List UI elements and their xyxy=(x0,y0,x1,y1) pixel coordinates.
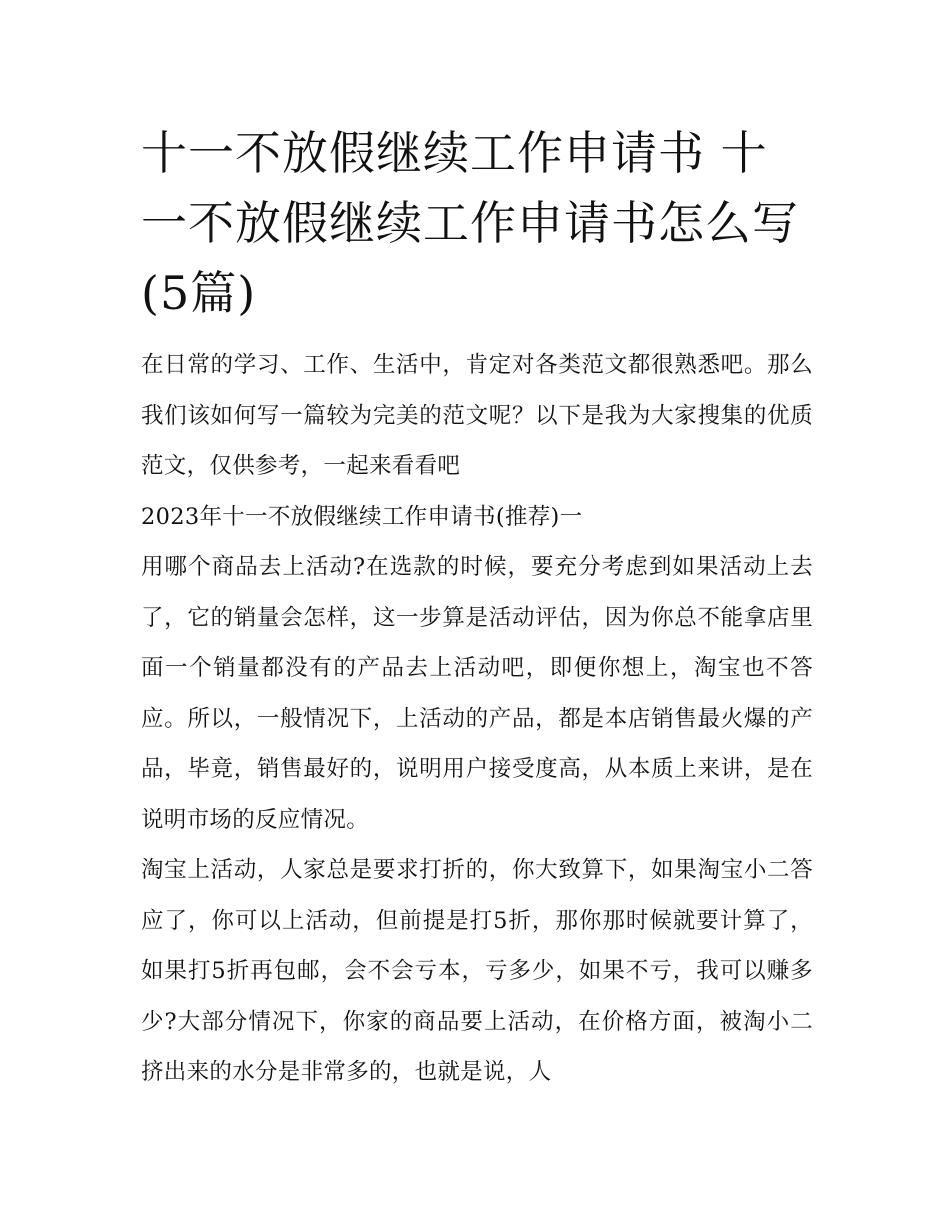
document-title: 十一不放假继续工作申请书 十一不放假继续工作申请书怎么写(5篇) xyxy=(141,126,799,320)
document-content xyxy=(141,118,813,1098)
intro-paragraph: 在日常的学习、工作、生活中，肯定对各类范文都很熟悉吧。那么我们该如何写一篇较为完美的范文呢？以下是我为大家搜集的优质范文，仅供参考，一起来看看吧 xyxy=(141,352,813,479)
document-body xyxy=(141,340,813,1098)
body-paragraph: 用哪个商品去上活动?在选款的时候，要充分考虑到如果活动上去了，它的销量会怎样，这一步算是活动评估，因为你总不能拿店里面一个销量都没有的产品去上活动吧，即便你想上，淘宝也不答应。所以，一般情况下，上活动的产品，都是本店销售最火爆的产品，毕竟，销售最好的，说明用户接受度高，从本质上来讲，是在说明市场的反应情况。 xyxy=(141,554,813,833)
section-heading: 2023年十一不放假继续工作申请书(推荐)一 xyxy=(141,503,583,530)
body-paragraph: 淘宝上活动，人家总是要求打折的，你大致算下，如果淘宝小二答应了，你可以上活动，但前提是打5折，那你那时候就要计算了，如果打5折再包邮，会不会亏本，亏多少，如果不亏，我可以赚多少?大部分情况下，你家的商品要上活动，在价格方面，被淘小二挤出来的水分是非常多的，也就是说，人 xyxy=(141,857,813,1085)
